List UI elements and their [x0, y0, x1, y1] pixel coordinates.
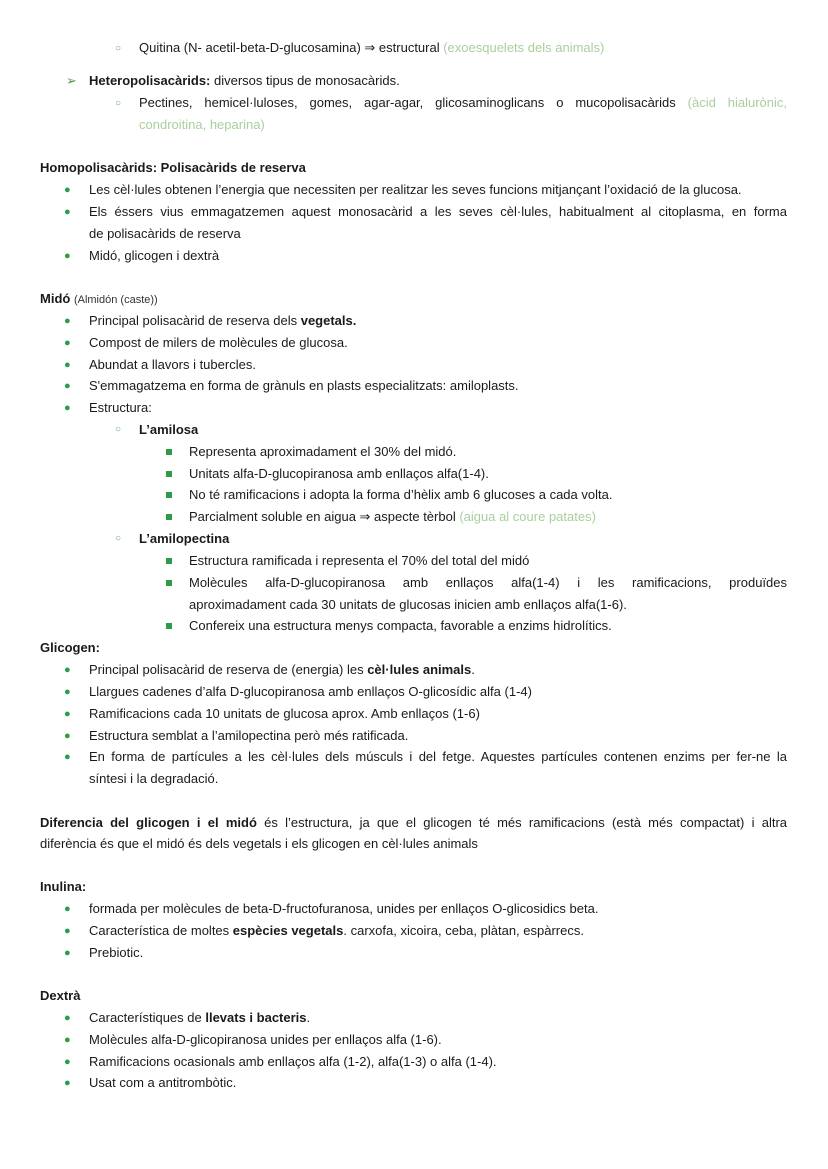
list-item-continued: aproximadament cada 30 unitats de glucosas inicien amb enllaços alfa(1-6). — [189, 597, 627, 612]
homopolisacarids-heading: Homopolisacàrids: Polisacàrids de reserva — [40, 160, 306, 175]
square-bullet-icon — [166, 514, 172, 520]
list-item: Llargues cadenes d’alfa D-glucopiranosa amb enllaços O-glicosídic alfa (1-4) — [89, 684, 532, 699]
circle-bullet-icon: ○ — [115, 424, 122, 435]
inulina-heading: Inulina: — [40, 879, 87, 894]
list-item: Principal polisacàrid de reserva de (energia) les cèl·lules animals. — [89, 662, 475, 677]
list-item: Unitats alfa-D-glucopiranosa amb enllaços alfa(1-4). — [189, 466, 489, 481]
list-item: Molècules alfa-D-glicopiranosa unides per enllaços alfa (1-6). — [89, 1032, 442, 1047]
dextra-heading: Dextrà — [40, 988, 81, 1003]
bullet-icon: ● — [64, 903, 71, 915]
list-item: Ramificacions cada 10 unitats de glucosa aprox. Amb enllaços (1-6) — [89, 706, 480, 721]
bullet-icon: ● — [64, 1012, 71, 1024]
square-bullet-icon — [166, 471, 172, 477]
square-bullet-icon — [166, 580, 172, 586]
list-item: Compost de milers de molècules de glucosa. — [89, 335, 348, 350]
list-item: Confereix una estructura menys compacta, favorable a enzims hidrolítics. — [189, 618, 612, 633]
diferencia-paragraph: Diferencia del glicogen i el midó és l’estructura, ja que el glicogen té més ramificacions (està més compactat) i altra — [40, 815, 787, 830]
pectines-note-continued: condroitina, heparina) — [139, 117, 265, 132]
square-bullet-icon — [166, 558, 172, 564]
bullet-icon: ● — [64, 1077, 71, 1089]
list-item: Parcialment soluble en aigua ⇒ aspecte tèrbol (aigua al coure patates) — [189, 509, 596, 524]
list-item: Les cèl·lules obtenen l’energia que necessiten per realitzar les seves funcions mitjançant l’oxidació de la glucosa. — [89, 182, 742, 197]
bullet-icon: ● — [64, 664, 71, 676]
pectines-line: Pectines, hemicel·luloses, gomes, agar-agar, glicosaminoglicans o mucopolisacàrids (àcid hialurònic, — [139, 95, 788, 110]
bullet-icon: ● — [64, 337, 71, 349]
bullet-icon: ● — [64, 206, 71, 218]
diferencia-paragraph-continued: diferència és que el midó és dels vegetals i els glicogen en cèl·lules animals — [40, 836, 478, 851]
list-item: Prebiotic. — [89, 945, 144, 960]
bullet-icon: ● — [64, 359, 71, 371]
list-item: Molècules alfa-D-glucopiranosa amb enllaços alfa(1-4) i les ramificacions, produïdes — [189, 575, 787, 590]
bullet-icon: ● — [64, 1034, 71, 1046]
list-item: Usat com a antitrombòtic. — [89, 1075, 237, 1090]
bullet-icon: ● — [64, 1056, 71, 1068]
square-bullet-icon — [166, 449, 172, 455]
list-item: Estructura ramificada i representa el 70% del total del midó — [189, 553, 530, 568]
bullet-icon: ● — [64, 250, 71, 262]
list-item: Representa aproximadament el 30% del midó. — [189, 444, 457, 459]
mido-heading: Midó (Almidón (caste)) — [40, 291, 158, 306]
circle-bullet-icon: ○ — [115, 98, 122, 109]
square-bullet-icon — [166, 492, 172, 498]
glicogen-heading: Glicogen: — [40, 640, 100, 655]
list-item: Característica de moltes espècies vegetals. carxofa, xicoira, ceba, plàtan, espàrrecs. — [89, 923, 584, 938]
list-item: Els éssers vius emmagatzemen aquest monosacàrid a les seves cèl·lules, habitualment al citoplasma, en forma — [89, 204, 787, 219]
list-item-continued: síntesi i la degradació. — [89, 771, 219, 786]
list-item: Ramificacions ocasionals amb enllaços alfa (1-2), alfa(1-3) o alfa (1-4). — [89, 1054, 497, 1069]
square-bullet-icon — [166, 623, 172, 629]
list-item: En forma de partícules a les cèl·lules dels músculs i del fetge. Aquestes partícules contenen enzims per fer-ne la — [89, 749, 787, 764]
list-item: Estructura: — [89, 400, 152, 415]
bullet-icon: ● — [64, 925, 71, 937]
heteropolisacarids-line: Heteropolisacàrids: diversos tipus de monosacàrids. — [89, 73, 400, 88]
bullet-icon: ● — [64, 315, 71, 327]
list-item: No té ramificacions i adopta la forma d’hèlix amb 6 glucoses a cada volta. — [189, 487, 613, 502]
bullet-icon: ● — [64, 184, 71, 196]
bullet-icon: ● — [64, 402, 71, 414]
amilosa-heading: L’amilosa — [139, 422, 199, 437]
circle-bullet-icon: ○ — [115, 533, 122, 544]
bullet-icon: ● — [64, 751, 71, 763]
bullet-icon: ● — [64, 947, 71, 959]
list-item: Abundat a llavors i tubercles. — [89, 357, 256, 372]
list-item: formada per molècules de beta-D-fructofuranosa, unides per enllaços O-glicosidics beta. — [89, 901, 599, 916]
amilopectina-heading: L’amilopectina — [139, 531, 230, 546]
bullet-icon: ● — [64, 686, 71, 698]
list-item: Estructura semblat a l’amilopectina però més ratificada. — [89, 728, 409, 743]
list-item: Principal polisacàrid de reserva dels vegetals. — [89, 313, 357, 328]
quitina-line: Quitina (N- acetil-beta-D-glucosamina) ⇒ estructural (exoesquelets dels animals) — [139, 40, 605, 55]
bullet-icon: ● — [64, 730, 71, 742]
list-item: Característiques de llevats i bacteris. — [89, 1010, 311, 1025]
circle-bullet-icon: ○ — [115, 43, 122, 54]
list-item: S'emmagatzema en forma de grànuls en plasts especialitzats: amiloplasts. — [89, 378, 519, 393]
bullet-icon: ● — [64, 708, 71, 720]
bullet-icon: ● — [64, 380, 71, 392]
list-item-continued: de polisacàrids de reserva — [89, 226, 241, 241]
arrow-bullet-icon: ➢ — [66, 73, 77, 88]
list-item: Midó, glicogen i dextrà — [89, 248, 220, 263]
